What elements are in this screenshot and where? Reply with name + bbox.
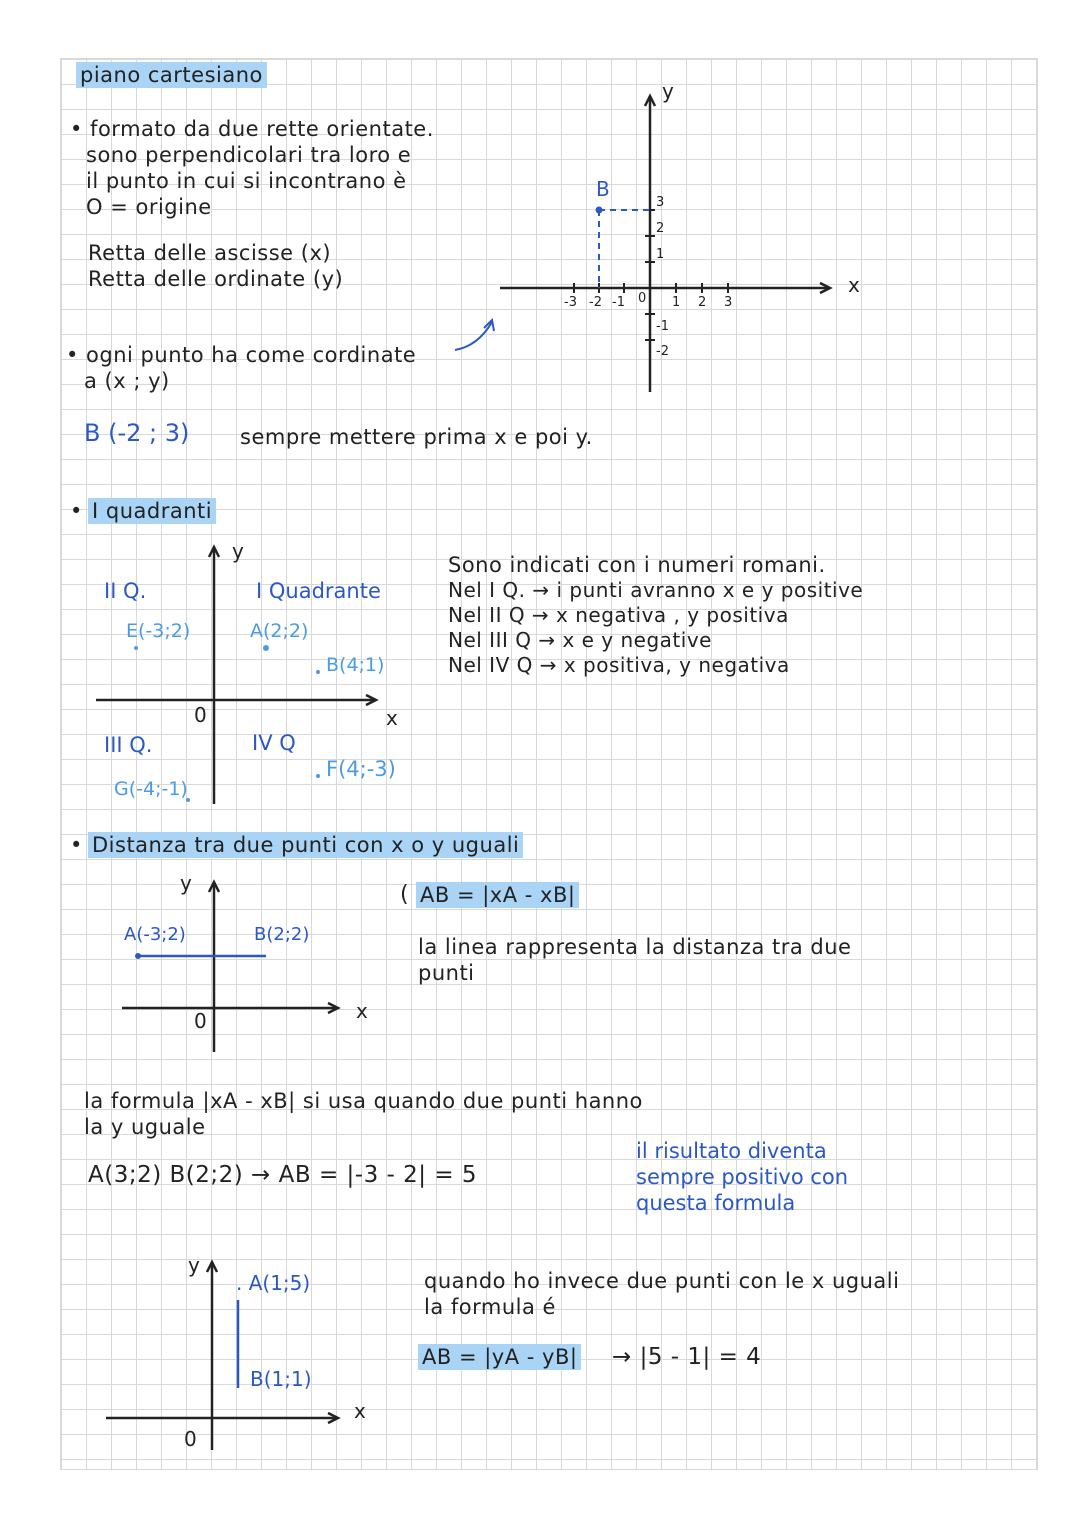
- point-f-label: F(4;-3): [326, 757, 396, 781]
- example-note-line3: questa formula: [636, 1191, 796, 1215]
- y-axis-label: y: [232, 539, 244, 563]
- section-title-distance: Distanza tra due punti con x o y uguali: [88, 832, 523, 858]
- example-calculation: A(3;2) B(2;2) → AB = |-3 - 2| = 5: [88, 1162, 478, 1188]
- formula-y-result: → |5 - 1| = 4: [612, 1344, 762, 1370]
- y-axis-label: y: [188, 1253, 200, 1277]
- point-b-label: B(4;1): [326, 654, 385, 676]
- x-tick: -2: [589, 295, 602, 310]
- x-axis-label: x: [354, 1399, 366, 1423]
- origin-label: 0: [194, 703, 207, 727]
- bullet-dot: •: [70, 499, 83, 523]
- point-a-label: . A(1;5): [236, 1271, 311, 1295]
- y-tick: 1: [656, 247, 665, 262]
- example-point-b: B (-2 ; 3): [84, 419, 190, 447]
- text2-line2: la formula é: [424, 1295, 556, 1319]
- quadrant-4-label: IV Q: [252, 731, 296, 755]
- y-tick: 3: [656, 195, 665, 210]
- formula-desc-line2: punti: [418, 961, 475, 985]
- quadrant-3-label: III Q.: [104, 733, 153, 757]
- origin-label: 0: [194, 1009, 207, 1033]
- bullet1-line2: sono perpendicolari tra loro e: [86, 143, 412, 167]
- x-tick: 2: [698, 295, 707, 310]
- x-axis-label: x: [386, 706, 398, 730]
- y-tick: -2: [656, 344, 669, 359]
- ordinate-label: Retta delle ordinate (y): [88, 267, 344, 291]
- formula-y-distance: AB = |yA - yB|: [418, 1344, 581, 1370]
- point-g-label: G(-4;-1): [114, 778, 188, 800]
- bullet2-line2: a (x ; y): [84, 369, 170, 393]
- point-b-label: B: [596, 177, 610, 201]
- y-axis-label: y: [662, 79, 674, 103]
- x-tick: -1: [612, 295, 625, 310]
- x-tick: -3: [564, 295, 577, 310]
- point-a-label: A(2;2): [250, 620, 309, 642]
- formula-x-distance: AB = |xA - xB|: [416, 882, 579, 908]
- bullet1-line1: • formato da due rette orientate.: [70, 117, 434, 141]
- bullet1-line4: O = origine: [86, 195, 212, 219]
- quadrant-1-label: I Quadrante: [256, 579, 381, 603]
- quadrant-2-label: II Q.: [104, 579, 147, 603]
- x-tick: 1: [672, 295, 681, 310]
- text2-line1: quando ho invece due punti con le x uguali: [424, 1269, 900, 1293]
- point-a-label: A(-3;2): [124, 924, 186, 945]
- quadrants-note-2: Nel I Q. → i punti avranno x e y positive: [448, 578, 864, 602]
- y-axis-label: y: [180, 871, 192, 895]
- section-title-cartesian-plane: piano cartesiano: [76, 62, 267, 88]
- quadrants-note-3: Nel II Q → x negativa , y positiva: [448, 603, 789, 627]
- x-tick: 3: [724, 295, 733, 310]
- example-point-note: sempre mettere prima x e poi y.: [240, 425, 593, 449]
- point-b-label: B(1;1): [250, 1367, 312, 1391]
- origin-label: 0: [638, 291, 647, 306]
- bullet-dot: •: [70, 833, 83, 857]
- abscissa-label: Retta delle ascisse (x): [88, 241, 332, 265]
- usage-line2: la y uguale: [84, 1115, 206, 1139]
- quadrants-note-1: Sono indicati con i numeri romani.: [448, 553, 826, 577]
- bullet2-line1: • ogni punto ha come cordinate: [66, 343, 417, 367]
- bullet1-line3: il punto in cui si incontrano è: [86, 169, 407, 193]
- point-e-label: E(-3;2): [126, 620, 191, 642]
- x-axis-label: x: [848, 273, 860, 297]
- section-title-quadrants: I quadranti: [88, 498, 216, 524]
- y-tick: 2: [656, 221, 665, 236]
- example-note-line1: il risultato diventa: [636, 1139, 827, 1163]
- formula-bracket: (: [400, 882, 410, 907]
- x-axis-label: x: [356, 999, 368, 1023]
- formula-desc-line1: la linea rappresenta la distanza tra due: [418, 935, 852, 959]
- origin-label: 0: [184, 1427, 197, 1451]
- example-note-line2: sempre positivo con: [636, 1165, 849, 1189]
- quadrants-note-5: Nel IV Q → x positiva, y negativa: [448, 653, 790, 677]
- usage-line1: la formula |xA - xB| si usa quando due punti hanno: [84, 1089, 643, 1113]
- y-tick: -1: [656, 319, 669, 334]
- quadrants-note-4: Nel III Q → x e y negative: [448, 628, 712, 652]
- point-b-label: B(2;2): [254, 924, 310, 945]
